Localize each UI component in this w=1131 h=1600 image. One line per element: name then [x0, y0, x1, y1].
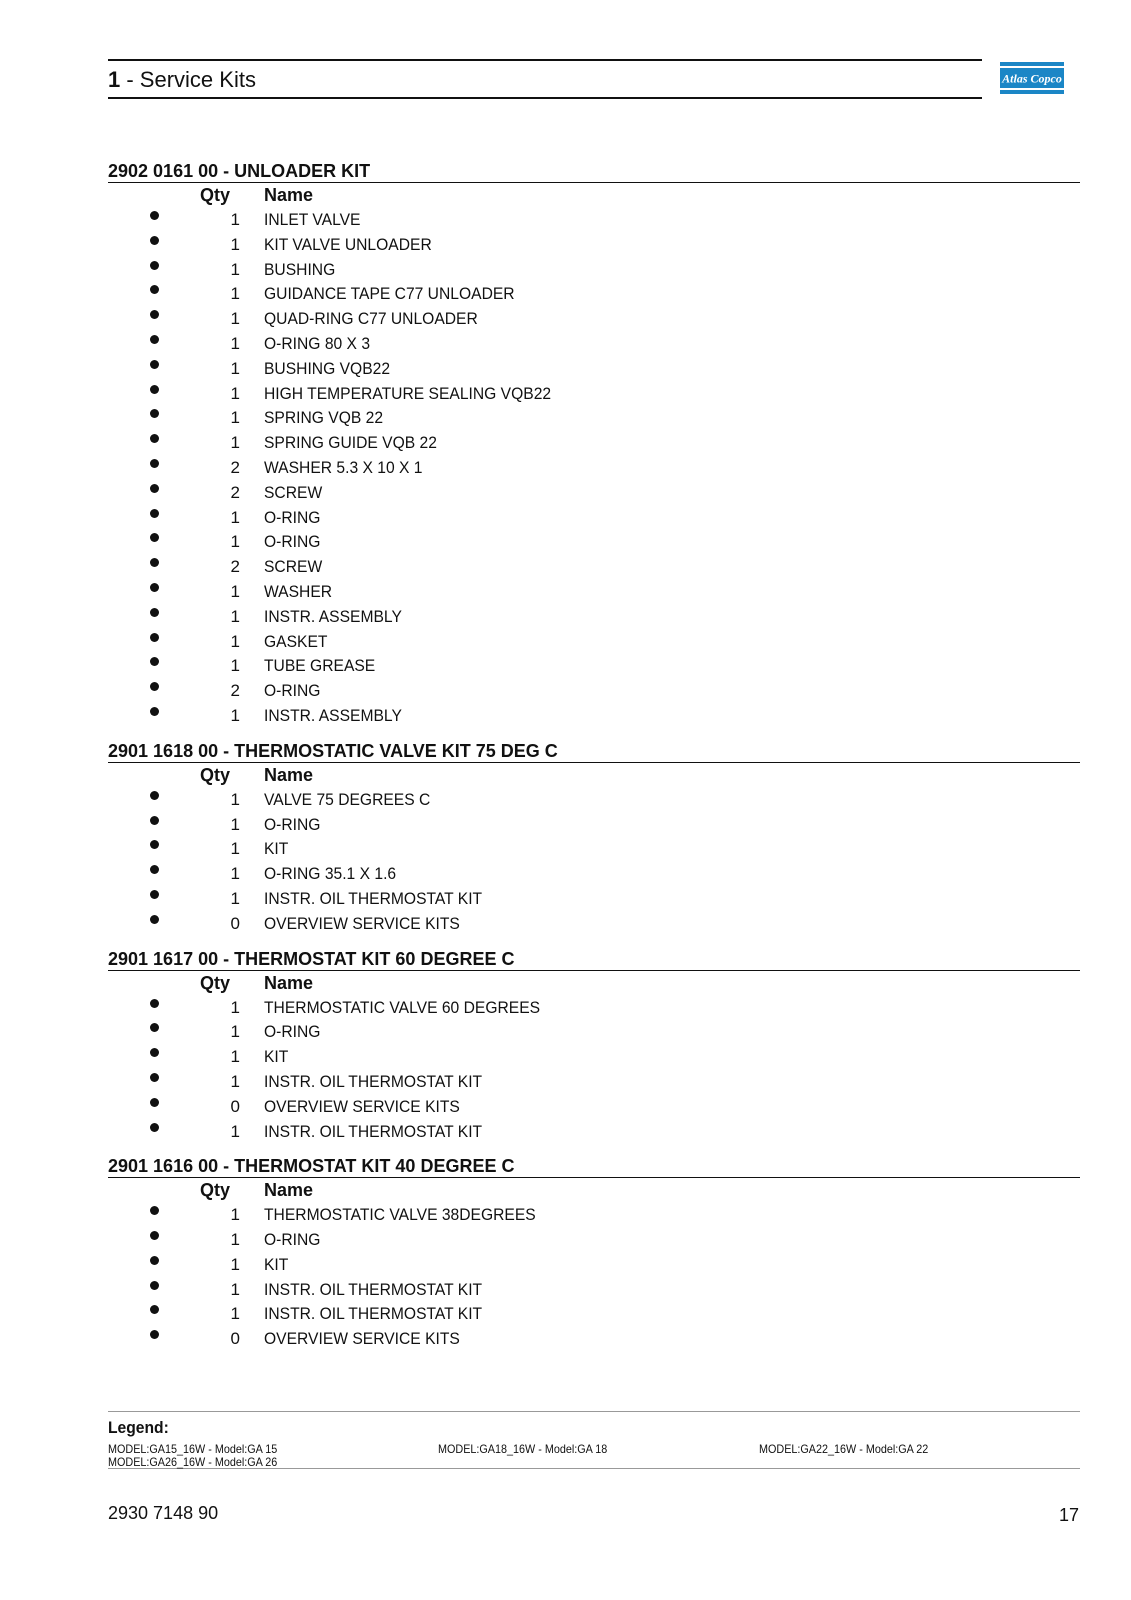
- item-qty: 1: [230, 814, 240, 834]
- item-qty: 1: [230, 705, 240, 725]
- page-header: [108, 59, 982, 99]
- list-item: [108, 579, 1080, 604]
- item-name: TUBE GREASE: [264, 656, 376, 676]
- list-item: [108, 1202, 1080, 1227]
- item-qty: 1: [230, 309, 240, 329]
- bullet-icon: [150, 285, 159, 294]
- bullet-icon: [150, 633, 159, 642]
- bullet-icon: [150, 608, 159, 617]
- item-name: O-RING: [264, 532, 321, 552]
- item-qty: 1: [230, 383, 240, 403]
- item-qty: 1: [230, 997, 240, 1017]
- list-item: [108, 1326, 1080, 1351]
- qty-header: Qty: [200, 185, 231, 205]
- kit-title: 2902 0161 00 - UNLOADER KIT: [108, 160, 1080, 183]
- qty-header: Qty: [200, 764, 231, 785]
- item-qty: 1: [230, 1279, 240, 1299]
- item-name: O-RING: [264, 1022, 321, 1042]
- item-qty: 2: [230, 482, 240, 502]
- bullet-icon: [150, 583, 159, 592]
- item-name: GASKET: [264, 631, 328, 651]
- item-name: THERMOSTATIC VALVE 38DEGREES: [264, 1205, 536, 1225]
- item-name: SPRING VQB 22: [264, 408, 384, 428]
- bullet-icon: [150, 261, 159, 270]
- column-header: [108, 971, 1080, 995]
- bullet-icon: [150, 1281, 159, 1290]
- item-name: O-RING 35.1 X 1.6: [264, 864, 397, 884]
- item-qty: 1: [230, 1304, 240, 1324]
- item-name: KIT: [264, 839, 289, 859]
- bullet-icon: [150, 791, 159, 800]
- list-item: [108, 554, 1080, 579]
- bullet-icon: [150, 409, 159, 418]
- column-header: [108, 1178, 1080, 1202]
- list-item: [108, 787, 1080, 812]
- column-header: [108, 763, 1080, 787]
- list-item: [108, 480, 1080, 505]
- item-qty: 1: [230, 631, 240, 651]
- item-qty: 1: [230, 433, 240, 453]
- bullet-icon: [150, 1023, 159, 1032]
- item-name: SCREW: [264, 557, 323, 577]
- qty-header: Qty: [200, 1180, 231, 1201]
- list-item: [108, 653, 1080, 678]
- list-item: [108, 1227, 1080, 1252]
- item-qty: 2: [230, 557, 240, 577]
- bullet-icon: [150, 1123, 159, 1132]
- list-item: [108, 529, 1080, 554]
- name-header: Name: [264, 185, 314, 205]
- list-item: [108, 1069, 1080, 1094]
- item-qty: 1: [230, 1022, 240, 1042]
- list-item: [108, 1094, 1080, 1119]
- item-name: VALVE 75 DEGREES C: [264, 789, 431, 809]
- list-item: [108, 604, 1080, 629]
- item-qty: 0: [230, 913, 240, 933]
- item-qty: 0: [230, 1096, 240, 1116]
- item-name: INSTR. OIL THERMOSTAT KIT: [264, 1279, 483, 1299]
- name-header: Name: [264, 1180, 314, 1201]
- list-item: [108, 257, 1080, 282]
- item-name: O-RING: [264, 507, 321, 527]
- item-qty: 1: [230, 581, 240, 601]
- item-qty: 1: [230, 1121, 240, 1141]
- bullet-icon: [150, 1330, 159, 1339]
- item-qty: 1: [230, 259, 240, 279]
- item-name: KIT VALVE UNLOADER: [264, 234, 432, 254]
- legend-entry: MODEL:GA22_16W - Model:GA 22: [759, 1442, 929, 1456]
- column-header: [108, 183, 1080, 207]
- list-item: [108, 405, 1080, 430]
- list-item: [108, 836, 1080, 861]
- item-qty: 2: [230, 681, 240, 701]
- item-name: INSTR. OIL THERMOSTAT KIT: [264, 888, 483, 908]
- item-name: OVERVIEW SERVICE KITS: [264, 1096, 460, 1116]
- item-name: KIT: [264, 1047, 289, 1067]
- list-item: [108, 1252, 1080, 1277]
- item-name: BUSHING VQB22: [264, 358, 391, 378]
- bullet-icon: [150, 236, 159, 245]
- kit-title: 2901 1617 00 - THERMOSTAT KIT 60 DEGREE C: [108, 948, 1080, 971]
- page-title: [108, 67, 256, 93]
- bullet-icon: [150, 310, 159, 319]
- list-item: [108, 1019, 1080, 1044]
- item-qty: 1: [230, 888, 240, 908]
- item-qty: 1: [230, 839, 240, 859]
- bullet-icon: [150, 509, 159, 518]
- list-item: [108, 281, 1080, 306]
- atlas-copco-logo: [1000, 62, 1064, 94]
- item-name: QUAD-RING C77 UNLOADER: [264, 309, 478, 329]
- list-item: [108, 356, 1080, 381]
- bullet-icon: [150, 434, 159, 443]
- item-qty: 1: [230, 864, 240, 884]
- bullet-icon: [150, 865, 159, 874]
- list-item: [108, 1044, 1080, 1069]
- item-name: INSTR. OIL THERMOSTAT KIT: [264, 1121, 483, 1141]
- item-qty: 1: [230, 1205, 240, 1225]
- legend-title: Legend:: [108, 1418, 169, 1437]
- list-item: [108, 306, 1080, 331]
- bullet-icon: [150, 1231, 159, 1240]
- bullet-icon: [150, 1256, 159, 1265]
- item-qty: 1: [230, 1230, 240, 1250]
- bullet-icon: [150, 211, 159, 220]
- list-item: [108, 232, 1080, 257]
- list-item: [108, 455, 1080, 480]
- item-name: BUSHING: [264, 259, 336, 279]
- item-name: INLET VALVE: [264, 210, 361, 229]
- item-qty: 1: [230, 606, 240, 626]
- item-qty: 1: [230, 1071, 240, 1091]
- list-item: [108, 995, 1080, 1020]
- bullet-icon: [150, 360, 159, 369]
- kit-title: 2901 1618 00 - THERMOSTATIC VALVE KIT 75 DEG C: [108, 740, 1080, 763]
- bullet-icon: [150, 682, 159, 691]
- legend-entry: MODEL:GA15_16W - Model:GA 15: [108, 1442, 278, 1456]
- list-item: [108, 861, 1080, 886]
- section-title: - Service Kits: [120, 67, 256, 92]
- kit-section: [108, 1155, 1080, 1351]
- bullet-icon: [150, 707, 159, 716]
- item-name: O-RING: [264, 1230, 321, 1250]
- bullet-icon: [150, 558, 159, 567]
- bullet-icon: [150, 890, 159, 899]
- bullet-icon: [150, 1048, 159, 1057]
- list-item: [108, 331, 1080, 356]
- list-item: [108, 678, 1080, 703]
- item-qty: 1: [230, 789, 240, 809]
- bullet-icon: [150, 533, 159, 542]
- item-name: O-RING: [264, 681, 321, 701]
- item-qty: 1: [230, 507, 240, 527]
- bullet-icon: [150, 657, 159, 666]
- list-item: [108, 812, 1080, 837]
- list-item: [108, 505, 1080, 530]
- bullet-icon: [150, 816, 159, 825]
- list-item: [108, 207, 1080, 232]
- item-name: WASHER: [264, 581, 333, 601]
- item-name: SPRING GUIDE VQB 22: [264, 433, 437, 453]
- item-name: THERMOSTATIC VALVE 60 DEGREES: [264, 997, 541, 1017]
- name-header: Name: [264, 972, 314, 993]
- kits-list: [108, 160, 1080, 1363]
- legend: [108, 1411, 1080, 1469]
- list-item: [108, 629, 1080, 654]
- kit-section: [108, 740, 1080, 936]
- item-qty: 1: [230, 408, 240, 428]
- legend-entry: MODEL:GA26_16W - Model:GA 26: [108, 1455, 278, 1469]
- bullet-icon: [150, 1305, 159, 1314]
- item-name: O-RING 80 X 3: [264, 333, 371, 353]
- item-name: KIT: [264, 1254, 289, 1274]
- list-item: [108, 1119, 1080, 1144]
- list-item: [108, 1301, 1080, 1326]
- item-qty: 1: [230, 284, 240, 304]
- kit-section: [108, 160, 1080, 728]
- bullet-icon: [150, 1206, 159, 1215]
- list-item: [108, 1277, 1080, 1302]
- name-header: Name: [264, 764, 314, 785]
- list-item: [108, 886, 1080, 911]
- item-qty: 1: [230, 358, 240, 378]
- document-number: 2930 7148 90: [108, 1503, 219, 1523]
- section-number: 1: [108, 67, 121, 92]
- item-name: HIGH TEMPERATURE SEALING VQB22: [264, 383, 552, 403]
- bullet-icon: [150, 915, 159, 924]
- item-name: O-RING: [264, 814, 321, 834]
- item-qty: 1: [230, 532, 240, 552]
- item-qty: 1: [230, 234, 240, 254]
- bullet-icon: [150, 1073, 159, 1082]
- item-qty: 1: [230, 656, 240, 676]
- list-item: [108, 381, 1080, 406]
- item-name: GUIDANCE TAPE C77 UNLOADER: [264, 284, 515, 304]
- kit-title: 2901 1616 00 - THERMOSTAT KIT 40 DEGREE C: [108, 1155, 1080, 1178]
- legend-entry: MODEL:GA18_16W - Model:GA 18: [438, 1442, 608, 1456]
- item-qty: 2: [230, 457, 240, 477]
- bullet-icon: [150, 1098, 159, 1107]
- item-name: WASHER 5.3 X 10 X 1: [264, 457, 423, 477]
- item-name: INSTR. OIL THERMOSTAT KIT: [264, 1071, 483, 1091]
- kit-section: [108, 948, 1080, 1144]
- list-item: [108, 703, 1080, 728]
- item-qty: 1: [230, 1254, 240, 1274]
- item-name: OVERVIEW SERVICE KITS: [264, 913, 460, 933]
- bullet-icon: [150, 335, 159, 344]
- item-qty: 1: [230, 210, 240, 229]
- item-name: INSTR. ASSEMBLY: [264, 705, 402, 725]
- bullet-icon: [150, 459, 159, 468]
- list-item: [108, 911, 1080, 936]
- item-name: INSTR. ASSEMBLY: [264, 606, 402, 626]
- item-name: INSTR. OIL THERMOSTAT KIT: [264, 1304, 483, 1324]
- item-name: OVERVIEW SERVICE KITS: [264, 1329, 460, 1349]
- item-qty: 1: [230, 1047, 240, 1067]
- bullet-icon: [150, 999, 159, 1008]
- bullet-icon: [150, 385, 159, 394]
- list-item: [108, 430, 1080, 455]
- bullet-icon: [150, 484, 159, 493]
- qty-header: Qty: [200, 972, 231, 993]
- logo-text: Atlas Copco: [1002, 71, 1062, 86]
- bullet-icon: [150, 840, 159, 849]
- item-name: SCREW: [264, 482, 323, 502]
- item-qty: 0: [230, 1329, 240, 1349]
- item-qty: 1: [230, 333, 240, 353]
- page-number: 17: [1059, 1505, 1080, 1525]
